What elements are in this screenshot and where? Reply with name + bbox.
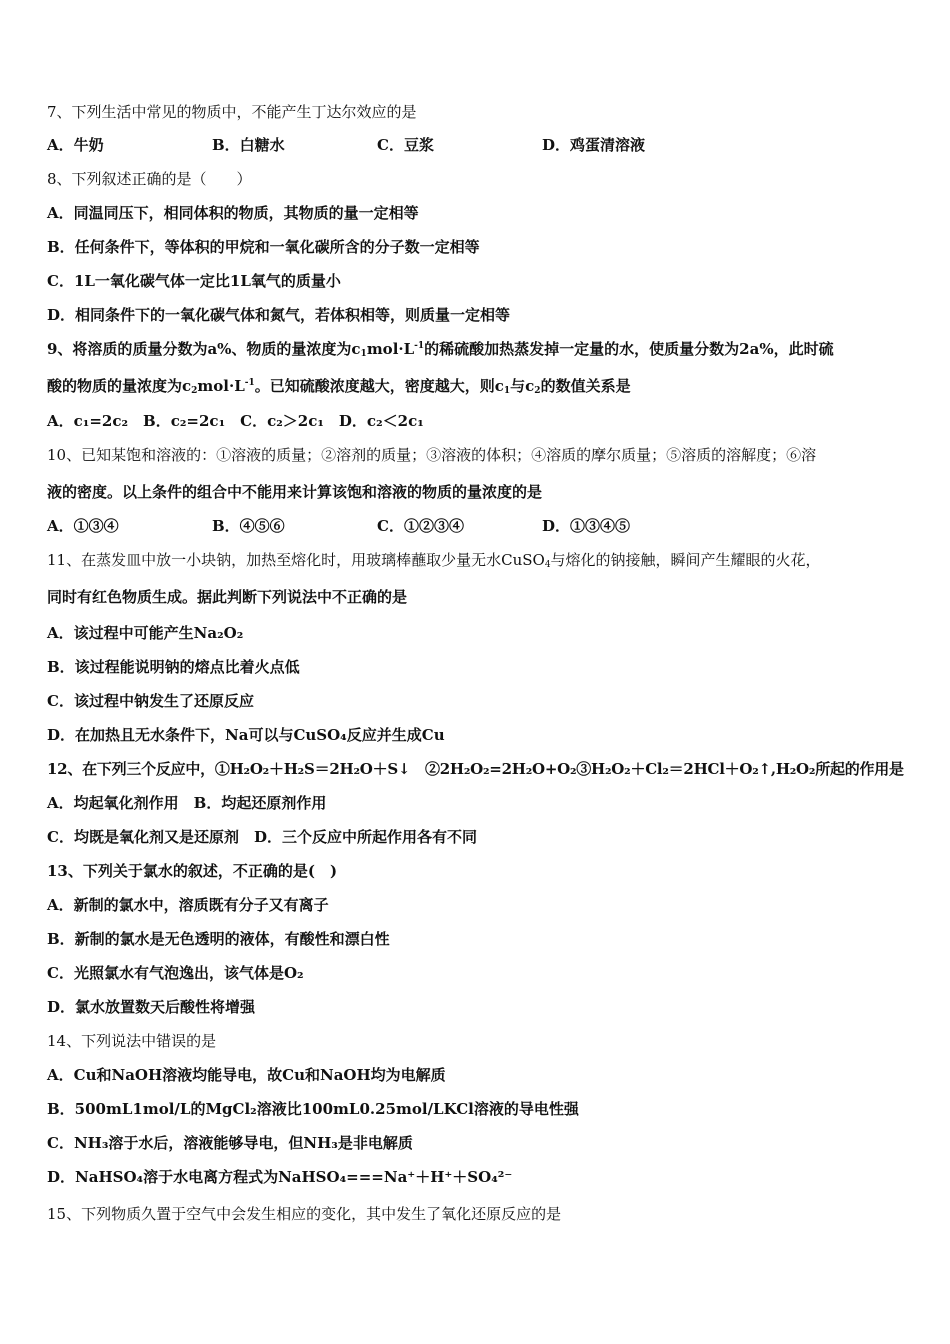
q14-stem: 14、下列说法中错误的是 xyxy=(47,1032,217,1050)
q9-superscript: -1 xyxy=(244,378,255,388)
q10-stem-line1: 10、已知某饱和溶液的：①溶液的质量；②溶剂的质量；③溶液的体积；④溶质的摩尔质量；⑤溶质的溶解度；⑥溶 xyxy=(47,446,817,464)
q9-text: mol·L xyxy=(197,377,245,395)
q7-option-d: D．鸡蛋清溶液 xyxy=(542,136,646,154)
q8-stem: 8、下列叙述正确的是（ ） xyxy=(47,170,252,188)
q9-text: mol·L xyxy=(366,340,415,358)
q10-options xyxy=(47,516,910,536)
q8-option-d: D．相同条件下的一氧化碳气体和氮气，若体积相等，则质量一定相等 xyxy=(47,306,511,324)
q13-stem: 13、下列关于氯水的叙述，不正确的是( ) xyxy=(47,862,338,880)
q9-stem-line1 xyxy=(47,339,910,359)
q10-option-b: B．④⑤⑥ xyxy=(212,517,285,535)
q11-option-c: C．该过程中钠发生了还原反应 xyxy=(47,692,254,710)
q8-option-c: C．1L一氧化碳气体一定比1L氧气的质量小 xyxy=(47,272,341,290)
q14-option-a: A．Cu和NaOH溶液均能导电，故Cu和NaOH均为电解质 xyxy=(47,1066,446,1084)
q15-stem: 15、下列物质久置于空气中会发生相应的变化，其中发生了氧化还原反应的是 xyxy=(47,1205,562,1223)
q7-options xyxy=(47,135,910,155)
q11-text: 11、在蒸发皿中放一小块钠，加热至熔化时，用玻璃棒蘸取少量无水CuSO xyxy=(47,551,545,569)
q9-text: 。已知硫酸浓度越大，密度越大，则c xyxy=(254,377,504,395)
q9-subscript: 1 xyxy=(503,386,511,396)
q13-option-a: A．新制的氯水中，溶质既有分子又有离子 xyxy=(47,896,329,914)
q7-stem: 7、下列生活中常见的物质中，不能产生丁达尔效应的是 xyxy=(47,103,417,121)
q9-options: A．c₁=2c₂ B．c₂=2c₁ C．c₂＞2c₁ D．c₂＜2c₁ xyxy=(47,412,424,430)
q11-stem-line1 xyxy=(47,550,910,570)
q14-option-b: B．500mL1mol/L的MgCl₂溶液比100mL0.25mol/LKCl溶液的导电性强 xyxy=(47,1100,579,1118)
q10-option-d: D．①③④⑤ xyxy=(542,517,631,535)
q9-stem-line2 xyxy=(47,376,910,396)
q11-subscript: 4 xyxy=(544,560,551,570)
q9-text: 的数值关系是 xyxy=(540,377,631,395)
q7-option-a: A．牛奶 xyxy=(47,136,104,154)
q11-option-a: A．该过程中可能产生Na₂O₂ xyxy=(47,624,244,642)
q9-text: 9、将溶质的质量分数为a%、物质的量浓度为c xyxy=(47,340,361,358)
q10-option-c: C．①②③④ xyxy=(377,517,464,535)
q8-option-b: B．任何条件下，等体积的甲烷和一氧化碳所含的分子数一定相等 xyxy=(47,238,480,256)
q9-subscript: 1 xyxy=(360,349,367,359)
q12-stem: 12、在下列三个反应中，①H₂O₂＋H₂S＝2H₂O＋S↓ ②2H₂O₂=2H₂O+O₂③H₂O₂＋Cl₂＝2HCl＋O₂↑,H₂O₂所起的作用是 xyxy=(47,760,904,778)
q10-stem-line2: 液的密度。以上条件的组合中不能用来计算该饱和溶液的物质的量浓度的是 xyxy=(47,483,543,501)
q7-option-b: B．白糖水 xyxy=(212,136,285,154)
q13-option-b: B．新制的氯水是无色透明的液体，有酸性和漂白性 xyxy=(47,930,390,948)
q11-option-b: B．该过程能说明钠的熔点比着火点低 xyxy=(47,658,300,676)
q9-superscript: -1 xyxy=(414,341,425,351)
q13-option-d: D．氯水放置数天后酸性将增强 xyxy=(47,998,256,1016)
q9-subscript: 2 xyxy=(191,386,198,396)
q9-text: 的稀硫酸加热蒸发掉一定量的水，使质量分数为2a%，此时硫 xyxy=(424,340,834,358)
q12-options-cd: C．均既是氧化剂又是还原剂 D．三个反应中所起作用各有不同 xyxy=(47,828,477,846)
q11-option-d: D．在加热且无水条件下，Na可以与CuSO₄反应并生成Cu xyxy=(47,726,445,744)
q13-option-c: C．光照氯水有气泡逸出，该气体是O₂ xyxy=(47,964,304,982)
q10-option-a: A．①③④ xyxy=(47,517,119,535)
q9-subscript: 2 xyxy=(534,386,541,396)
q8-option-a: A．同温同压下，相同体积的物质，其物质的量一定相等 xyxy=(47,204,419,222)
q14-option-c: C．NH₃溶于水后，溶液能够导电，但NH₃是非电解质 xyxy=(47,1134,413,1152)
q11-stem-line2: 同时有红色物质生成。据此判断下列说法中不正确的是 xyxy=(47,588,408,606)
q7-option-c: C．豆浆 xyxy=(377,136,434,154)
q9-text: 与c xyxy=(510,377,535,395)
q14-option-d: D．NaHSO₄溶于水电离方程式为NaHSO₄===Na⁺＋H⁺＋SO₄²⁻ xyxy=(47,1168,513,1186)
q11-text: 与熔化的钠接触，瞬间产生耀眼的火花， xyxy=(550,551,821,569)
q9-text: 酸的物质的量浓度为c xyxy=(47,377,192,395)
q12-options-ab: A．均起氧化剂作用 B．均起还原剂作用 xyxy=(47,794,327,812)
